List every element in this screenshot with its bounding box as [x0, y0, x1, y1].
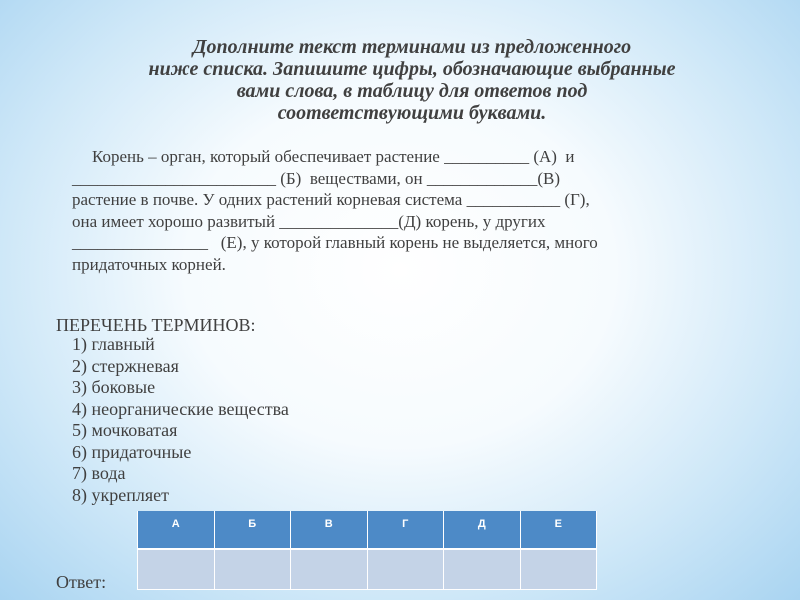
term-item: 2) стержневая — [72, 355, 179, 376]
answer-cell[interactable] — [138, 549, 215, 589]
task-instruction — [62, 36, 762, 124]
instruction-line: соответствующими буквами. — [277, 102, 547, 124]
term-item: 8) укрепляет — [72, 484, 169, 505]
term-item: 6) придаточные — [72, 441, 192, 462]
instruction-line: Дополните текст терминами из предложенного — [192, 36, 632, 58]
answer-cell[interactable] — [444, 549, 521, 589]
answer-label: Ответ: — [56, 572, 107, 592]
paragraph-line: придаточных корней. — [72, 254, 226, 274]
term-item: 4) неорганические вещества — [72, 398, 289, 419]
answer-header-cell: В — [291, 511, 368, 549]
term-item: 1) главный — [72, 334, 155, 354]
paragraph-line: Корень – орган, который обеспечивает растение __________ (А) и — [92, 147, 575, 166]
answer-header-cell: А — [138, 511, 215, 549]
paragraph-line: растение в почве. У одних растений корневая система ___________ (Г), — [72, 190, 590, 209]
terms-title: ПЕРЕЧЕНЬ ТЕРМИНОВ: — [56, 315, 256, 335]
answer-cell[interactable] — [214, 549, 291, 589]
answer-table-row — [138, 549, 597, 589]
instruction-line: ниже списка. Запишите цифры, обозначающие выбранные — [148, 58, 676, 80]
paragraph-line: ________________________ (Б) веществами, он _____________(В) — [72, 168, 561, 188]
paragraph-line: ________________ (Е), у которой главный корень не выделяется, много — [72, 233, 598, 252]
instruction-line: вами слова, в таблицу для ответов под — [236, 80, 588, 102]
answer-table-header-row — [138, 511, 597, 549]
term-item: 5) мочковатая — [72, 420, 178, 440]
answer-cell[interactable] — [367, 549, 444, 589]
answer-cell[interactable] — [520, 549, 597, 589]
answer-header-cell: Е — [520, 511, 597, 549]
answer-header-cell: Д — [444, 511, 521, 549]
paragraph-line: она имеет хорошо развитый ______________(Д) корень, у других — [72, 211, 546, 231]
term-item: 7) вода — [72, 463, 126, 483]
answer-header-cell: Б — [214, 511, 291, 549]
task-paragraph — [72, 146, 772, 275]
terms-list — [72, 334, 289, 506]
answer-header-cell: Г — [367, 511, 444, 549]
answer-cell[interactable] — [291, 549, 368, 589]
term-item: 3) боковые — [72, 377, 156, 397]
answer-table — [137, 511, 597, 590]
